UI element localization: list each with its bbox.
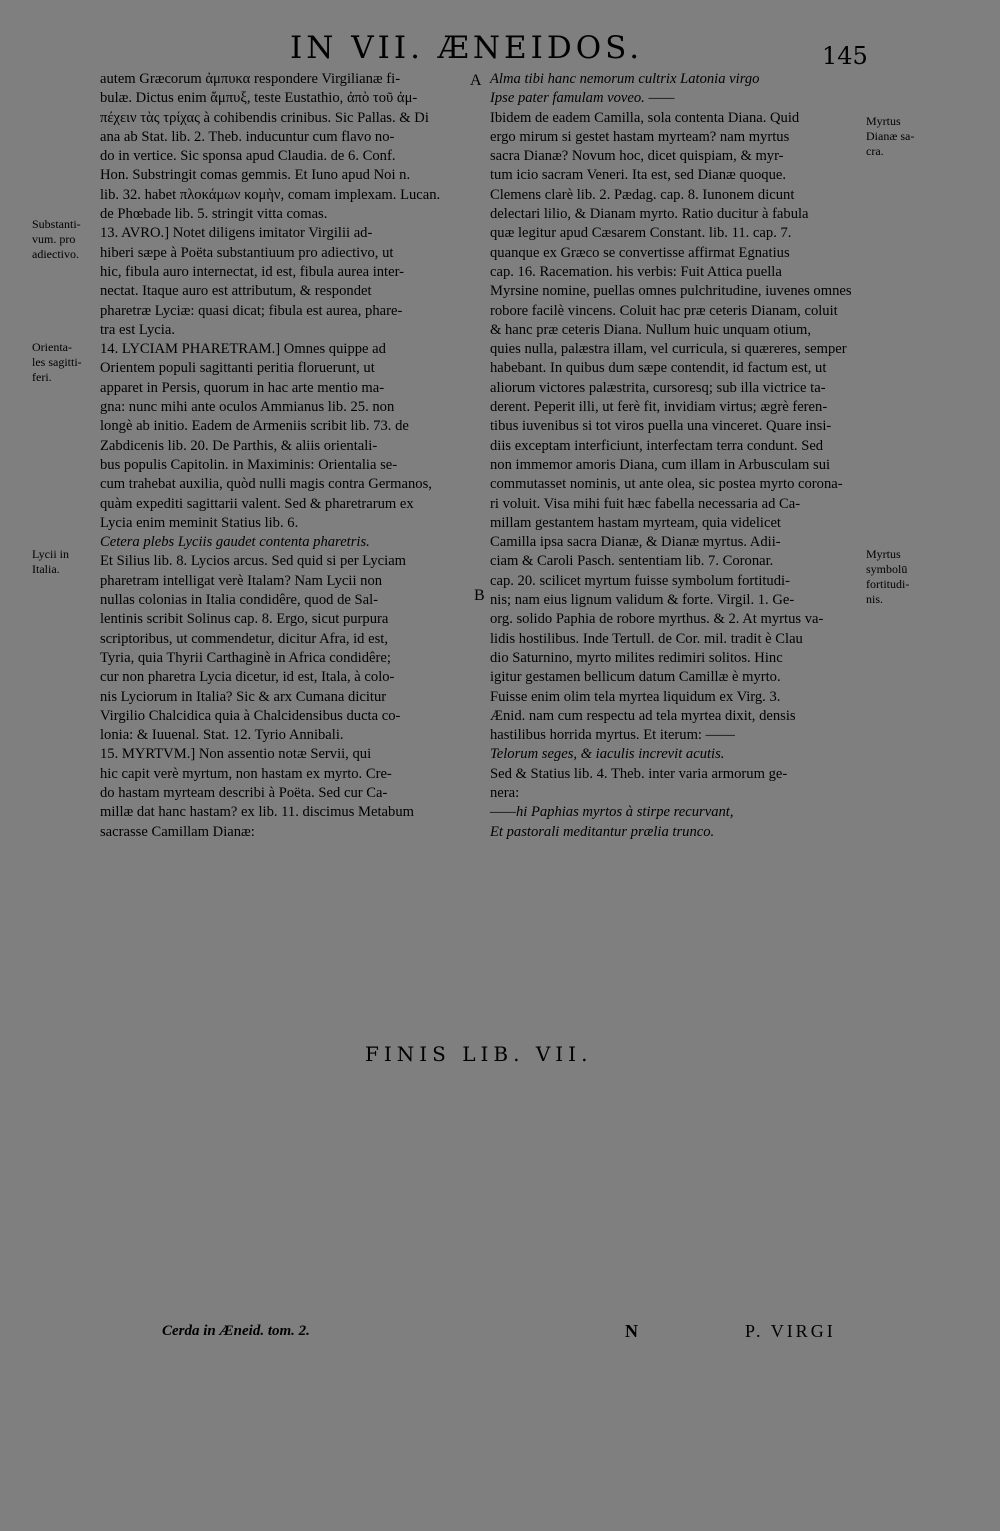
margin-note-line: Substanti- [32, 217, 81, 231]
margin-note-myrtus-symbolum [866, 547, 909, 607]
text-line: millæ dat hanc hastam? ex lib. 11. discimus Metabum [100, 804, 414, 821]
margin-note-substantivum [32, 217, 81, 262]
text-line: aliorum victores palæstrita, cursoresq; sub illa victrice ta- [490, 379, 826, 396]
running-head: IN VII. ÆNEIDOS. [290, 30, 644, 66]
text-line: longè ab initio. Eadem de Armeniis scribit lib. 73. de [100, 418, 409, 435]
text-line: do in vertice. Sic sponsa apud Claudia. de 6. Conf. [100, 148, 396, 165]
text-line: Telorum seges, & iaculis increvit acutis. [490, 746, 725, 763]
text-line: Sed & Statius lib. 4. Theb. inter varia armorum ge- [490, 765, 788, 782]
margin-note-line: Orienta- [32, 340, 72, 354]
text-line: nis; nam eius lignum validum & forte. Virgil. 1. Ge- [490, 592, 795, 609]
text-line: nectat. Itaque auro est attributum, & respondet [100, 283, 372, 300]
text-line: 14. LYCIAM PHARETRAM.] Omnes quippe ad [100, 341, 386, 358]
text-line: bus populis Capitolin. in Maximinis: Orientalia se- [100, 456, 398, 473]
text-line: hic capit verè myrtum, non hastam ex myrto. Cre- [100, 765, 392, 782]
left-column [100, 70, 480, 842]
text-line: habebant. In quibus dum sæpe contendit, id factum est, ut [490, 360, 827, 377]
margin-note-myrtus-dianae [866, 114, 914, 159]
text-line: quàm expediti sagittarii valent. Sed & pharetrarum ex [100, 495, 414, 512]
text-line: pharetræ Lyciæ: quasi dicat; fibula est aurea, phare- [100, 302, 403, 319]
text-line: Tyria, quia Thyrii Carthaginè in Africa condidêre; [100, 649, 391, 666]
margin-note-line: Myrtus [866, 114, 901, 128]
text-line: millam gestantem hastam myrteam, quia videlicet [490, 514, 781, 531]
text-line: Et Silius lib. 8. Lycios arcus. Sed quid si per Lyciam [100, 553, 407, 570]
text-line: Zabdicenis lib. 20. De Parthis, & aliis orientali- [100, 437, 378, 454]
text-line: quanque ex Græco se convertisse affirmat Egnatius [490, 244, 790, 261]
text-line: cur non pharetra Lycia dicetur, id est, Itala, à colo- [100, 669, 395, 686]
margin-note-line: Lycii in [32, 547, 69, 561]
text-line: tibus iuvenibus si tot viros puella una vinceret. Quare insi- [490, 418, 832, 435]
text-line: ergo mirum si gestet hastam myrteam? nam myrtus [490, 128, 790, 145]
text-line: diis exceptam interficiunt, interfectam terra condunt. Sed [490, 437, 824, 454]
column-marker-b: B [474, 587, 485, 604]
text-line: dio Saturnino, myrto milites redimiri solitos. Hinc [490, 649, 783, 666]
text-line: 13. AVRO.] Notet diligens imitator Virgilii ad- [100, 225, 373, 242]
text-line: Cetera plebs Lyciis gaudet contenta pharetris. [100, 534, 370, 551]
text-line: & hanc præ ceteris Diana. Nullum huic unquam otium, [490, 321, 811, 338]
text-line: hic, fibula auro internectat, id est, fibula aurea inter- [100, 263, 405, 280]
text-line: Camilla ipsa sacra Dianæ, & Dianæ myrtus. Adii- [490, 534, 781, 551]
text-line: robore facilè vincens. Coluit hac præ ceteris Dianam, coluit [490, 302, 838, 319]
margin-note-line: Myrtus [866, 547, 901, 561]
margin-note-line: les sagitti- [32, 355, 82, 369]
text-line: nullas colonias in Italia condidêre, quod de Sal- [100, 592, 379, 609]
text-line: nera: [490, 784, 520, 801]
footer-catchword: P. VIRGI [745, 1321, 836, 1341]
footer-signature-title: Cerda in Æneid. tom. 2. [162, 1323, 310, 1339]
text-line: lib. 32. habet πλοκάμων κομὴν, comam implexam. Lucan. [100, 186, 441, 203]
text-line: sacrasse Camillam Dianæ: [100, 823, 255, 840]
text-line: Orientem populi sagittanti peritia floruerunt, ut [100, 360, 375, 377]
text-line: quæ legitur apud Cæsarem Constant. lib. 11. cap. 7. [490, 225, 792, 242]
text-line: ciam & Caroli Pasch. sententiam lib. 7. Coronar. [490, 553, 774, 570]
text-line: hiberi sæpe à Poëta substantiuum pro adiectivo, ut [100, 244, 394, 261]
page-number: 145 [822, 42, 868, 70]
margin-note-line: feri. [32, 370, 52, 384]
text-line: bulæ. Dictus enim ἄμπυξ, teste Eustathio, ἀπὸ τοῦ ἀμ- [100, 90, 418, 107]
text-line: 15. MYRTVM.] Non assentio notæ Servii, qui [100, 746, 372, 763]
margin-note-line: Dianæ sa- [866, 129, 915, 143]
column-marker-a: A [470, 72, 482, 89]
text-line: apparet in Persis, quorum in hac arte mentio ma- [100, 379, 385, 396]
margin-note-line: symbolū [866, 562, 908, 576]
text-line: Ænid. nam cum respectu ad tela myrtea dixit, densis [490, 707, 796, 724]
text-line: Et pastorali meditantur prælia trunco. [490, 823, 715, 840]
text-line: tum icio sacram Veneri. Ita est, sed Dianæ quoque. [490, 167, 786, 184]
text-line: Alma tibi hanc nemorum cultrix Latonia virgo [490, 71, 760, 87]
text-line: Fuisse enim olim tela myrtea liquidum ex Virg. 3. [490, 688, 781, 705]
margin-note-line: vum. pro [32, 232, 76, 246]
margin-note-line: cra. [866, 144, 884, 158]
text-line: ri voluit. Visa mihi fuit hæc fabella necessaria ad Ca- [490, 495, 801, 512]
text-line: pharetram intelligat verè Italam? Nam Lycii non [100, 572, 383, 589]
text-line: nis Lyciorum in Italia? Sic & arx Cumana dicitur [100, 688, 387, 705]
text-line: autem Græcorum ἀμπυκα respondere Virgilianæ fi- [100, 71, 401, 87]
finis-heading: FINIS LIB. VII. [365, 1042, 593, 1066]
text-line: org. solido Paphia de robore myrthus. & 2. At myrtus va- [490, 611, 824, 628]
text-line: cap. 16. Racemation. his verbis: Fuit Attica puella [490, 263, 782, 280]
text-line: quies nulla, palæstra illam, vel curricula, si quæreres, semper [490, 341, 847, 358]
text-line: lidis hostilibus. Inde Tertull. de Cor. mil. tradit è Clau [490, 630, 803, 647]
margin-note-lycii [32, 547, 69, 577]
footer-signature-mark: N [625, 1321, 638, 1341]
text-line: igitur gestamen bellicum datum Camillæ è myrto. [490, 669, 781, 686]
text-line: lonia: & Iuuenal. Stat. 12. Tyrio Annibali. [100, 727, 344, 744]
text-line: sacra Dianæ? Novum hoc, dicet quispiam, & myr- [490, 148, 784, 165]
text-line: cap. 20. scilicet myrtum fuisse symbolum fortitudi- [490, 572, 790, 589]
text-line: cum trahebat auxilia, quòd nulli magis contra Germanos, [100, 476, 432, 493]
text-line: de Phœbade lib. 5. stringit vitta comas. [100, 206, 328, 223]
text-line: tra est Lycia. [100, 321, 175, 338]
text-line: Ibidem de eadem Camilla, sola contenta Diana. Quid [490, 109, 800, 126]
text-line: πέχειν τὰς τρίχας à cohibendis crinibus. Sic Pallas. & Di [100, 109, 429, 126]
text-line: hastilibus horrida myrtus. Et iterum: —— [490, 727, 735, 744]
margin-note-line: nis. [866, 592, 884, 606]
margin-note-line: Italia. [32, 562, 60, 576]
text-line: commutasset nominis, ut ante olea, sic postea myrto corona- [490, 476, 843, 493]
right-column [490, 70, 870, 842]
text-line: Virgilio Chalcidica quia à Chalcidensibus ducta co- [100, 707, 401, 724]
text-line: lentinis scribit Solinus cap. 8. Ergo, sicut purpura [100, 611, 389, 628]
margin-note-orientales [32, 340, 82, 385]
text-line: delectari lilio, & Dianam myrto. Ratio ducitur à fabula [490, 206, 809, 223]
text-line: Myrsine nomine, puellas omnes pulchritudine, iuvenes omnes [490, 283, 852, 300]
text-line: gna: nunc mihi ante oculos Ammianus lib. 25. non [100, 399, 395, 416]
text-line: do hastam myrteam describi à Poëta. Sed cur Ca- [100, 784, 388, 801]
text-line: derent. Peperit illi, ut ferè fit, invidiam virtus; ægrè feren- [490, 399, 828, 416]
margin-note-line: adiectivo. [32, 247, 79, 261]
text-line: ana ab Stat. lib. 2. Theb. inducuntur cum flavo no- [100, 128, 395, 145]
text-line: Hon. Substringit comas gemmis. Et Iuno apud Noi n. [100, 167, 411, 184]
text-line: ——hi Paphias myrtos à stirpe recurvant, [490, 804, 734, 821]
text-line: Lycia enim meminit Statius lib. 6. [100, 514, 299, 531]
text-line: non immemor amoris Diana, cum illam in Arbusculam sui [490, 456, 831, 473]
text-line: Clemens clarè lib. 2. Pædag. cap. 8. Iunonem dicunt [490, 186, 795, 203]
margin-note-line: fortitudi- [866, 577, 910, 591]
text-line: scriptoribus, ut commendetur, dicitur Afra, id est, [100, 630, 388, 647]
text-line: Ipse pater famulam voveo. —— [490, 90, 675, 107]
